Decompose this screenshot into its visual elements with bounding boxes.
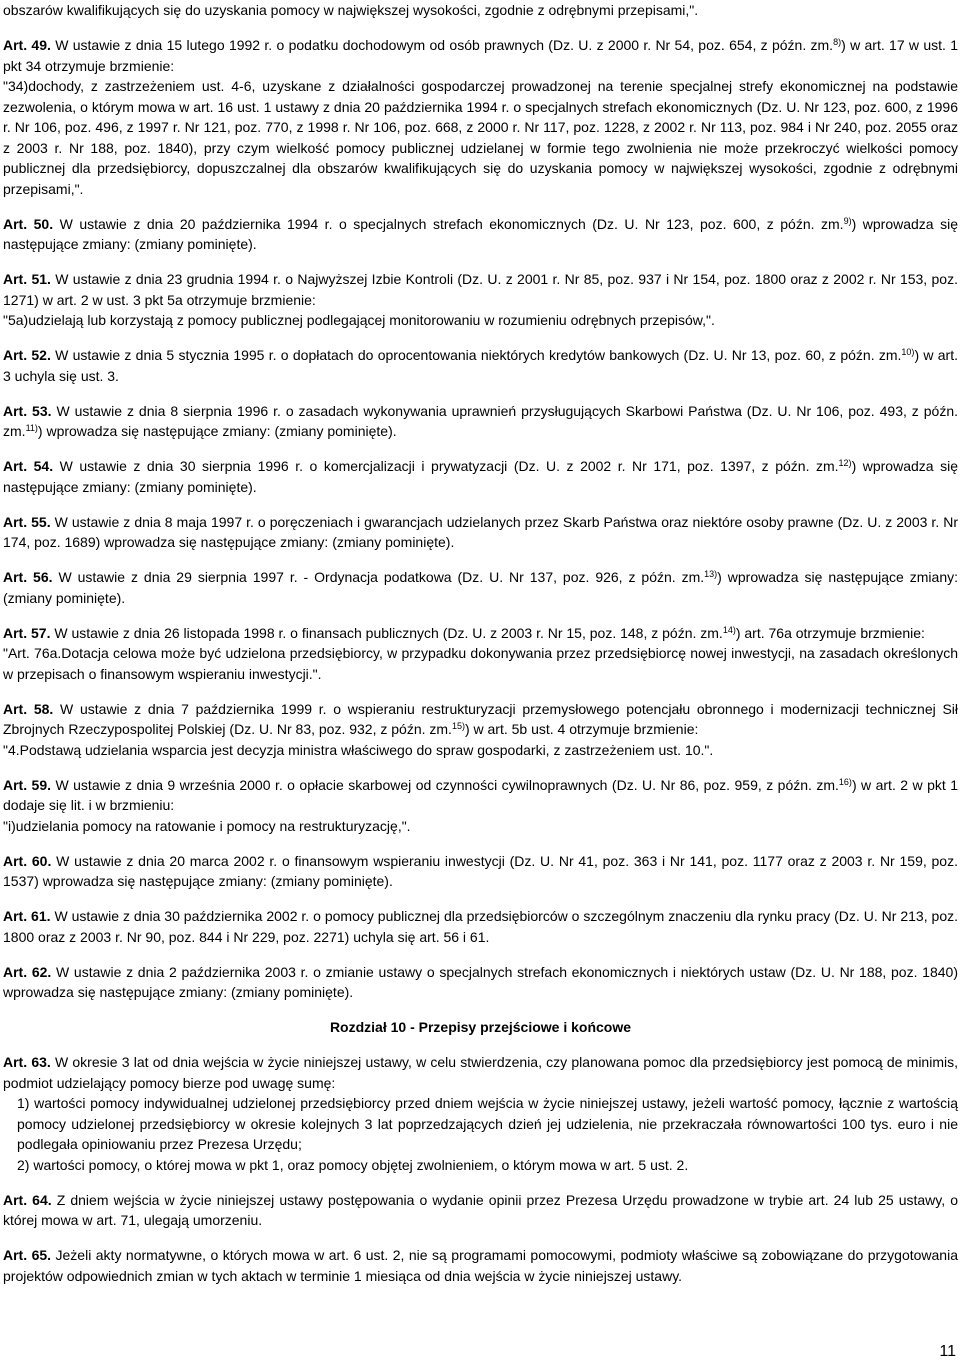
article-label: Art. 65. [3, 1247, 52, 1263]
footnote-marker: 9) [843, 215, 852, 226]
article-text: ) w art. 17 w ust. 1 pkt 34 otrzymuje brzmienie: [3, 37, 958, 74]
article-text: W ustawie z dnia 2 października 2003 r. o zmianie ustawy o specjalnych strefach ekonomicznych i niektórych ustaw (Dz. U. Nr 188, poz. 1840) wprowadza się następujące zmiany: (zmiany pominięte). [3, 963, 958, 1000]
article-63-item-1: 1) wartości pomocy indywidualnej udzielonej przedsiębiorcy przed dniem wejścia w życie niniejszej ustawy, jeżeli wartość pomocy, łącznie z wartością pomocy udzielonej przedsiębiorcy w okresie kolejnych 3 lat poprzedzających dzień jej udzielenia, nie przekraczała równowartości 100 tys. euro i nie podlegała opiniowaniu przez Prezesa Urzędu; [17, 1095, 958, 1152]
article-63-intro [3, 1052, 958, 1093]
article-paragraph [3, 906, 958, 947]
article-text: W ustawie z dnia 23 grudnia 1994 r. o Najwyższej Izbie Kontroli (Dz. U. z 2001 r. Nr 85, poz. 937 i Nr 154, poz. 1800 oraz z 2002 r. Nr 153, poz. 1271) w art. 2 w ust. 3 pkt 5a otrzymuje brzmienie: [3, 271, 958, 308]
article-text: Jeżeli akty normatywne, o których mowa w art. 6 ust. 2, nie są programami pomocowymi, podmioty właściwe są zobowiązane do przygotowania projektów odpowiednich zmian w tych aktach w terminie 1 miesiąca od dnia wejścia w życie niniejszej ustawy. [3, 1247, 958, 1284]
article-paragraph [3, 269, 958, 310]
article-label: Art. 61. [3, 908, 51, 924]
article-paragraph [3, 775, 958, 816]
article-paragraph [3, 851, 958, 892]
article-label: Art. 60. [3, 852, 52, 869]
article-paragraph [3, 345, 958, 386]
article-text: W okresie 3 lat od dnia wejścia w życie niniejszej ustawy, w celu stwierdzenia, czy planowana pomoc dla przedsiębiorcy jest pomocą de minimis, podmiot udzielający pomocy bierze pod uwagę sumę: [3, 1054, 958, 1091]
article-text: W ustawie z dnia 9 września 2000 r. o opłacie skarbowej od czynności cywilnoprawnych (Dz. U. Nr 86, poz. 959, z późn. zm. [51, 776, 839, 793]
article-paragraph [3, 623, 958, 644]
article-text: ) wprowadza się następujące zmiany: (zmiany pominięte). [3, 458, 958, 495]
article-paragraph [3, 699, 958, 740]
article-text: W ustawie z dnia 26 listopada 1998 r. o finansach publicznych (Dz. U. z 2003 r. Nr 15, poz. 148, z późn. zm. [50, 624, 723, 641]
footnote-marker: 8) [833, 37, 842, 47]
article-block [3, 567, 958, 608]
article-block [3, 962, 958, 1003]
article-block [3, 699, 958, 761]
article-text: Z dniem wejścia w życie niniejszej ustawy postępowania o wydanie opinii przez Prezesa Urzędu prowadzone w trybie art. 24 lub 25 ustawy, o której mowa w art. 71, ulegają umorzeniu. [3, 1191, 958, 1228]
article-text: ) w art. 3 uchyla się ust. 3. [3, 347, 958, 384]
article-label: Art. 63. [3, 1054, 51, 1070]
article-text: W ustawie z dnia 8 sierpnia 1996 r. o zasadach wykonywania uprawnień przysługujących Skarbowi Państwa (Dz. U. Nr 106, poz. 493, z późn. zm. [3, 402, 958, 439]
article-quote: "Art. 76a.Dotacja celowa może być udzielona przedsiębiorcy, w przypadku dokonywania przez przedsiębiorcę nowej inwestycji, na zasadach określonych w przepisach o finansowym wspieraniu inwestycji.". [3, 645, 958, 682]
article-64 [3, 1190, 958, 1231]
article-63-item-2: 2) wartości pomocy, o której mowa w pkt 1, oraz pomocy objętej zwolnieniem, o którym mowa w art. 5 ust. 2. [17, 1156, 689, 1173]
document-page [3, 0, 958, 1286]
article-text: W ustawie z dnia 20 października 1994 r. o specjalnych strefach ekonomicznych (Dz. U. Nr 123, poz. 600, z późn. zm. [53, 215, 844, 232]
article-paragraph [3, 401, 958, 442]
article-paragraph [3, 35, 958, 76]
article-label: Art. 58. [3, 700, 54, 717]
article-block [3, 35, 958, 199]
opening-text: obszarów kwalifikujących się do uzyskania pomocy w największej wysokości, zgodnie z odrębnymi przepisami,". [3, 2, 699, 18]
footnote-marker: 13) [704, 569, 718, 579]
footnote-marker: 15) [451, 721, 465, 731]
article-label: Art. 59. [3, 776, 52, 793]
article-label: Art. 52. [3, 347, 51, 363]
article-label: Art. 64. [3, 1191, 52, 1208]
article-text: W ustawie z dnia 30 października 2002 r. o pomocy publicznej dla przedsiębiorców o szczególnym znaczeniu dla rynku pracy (Dz. U. Nr 213, poz. 1800 oraz z 2003 r. Nr 90, poz. 844 i Nr 229, poz. 2271) uchyla się art. 56 i 61. [3, 908, 958, 945]
article-text: W ustawie z dnia 8 maja 1997 r. o poręczeniach i gwarancjach udzielanych przez Skarb Państwa oraz niektóre osoby prawne (Dz. U. z 2003 r. Nr 174, poz. 1689) wprowadza się następujące zmiany: (zmiany pominięte). [3, 513, 958, 550]
article-text: ) wprowadza się następujące zmiany: (zmiany pominięte). [3, 215, 958, 252]
article-text: ) wprowadza się następujące zmiany: (zmiany pominięte). [37, 423, 397, 439]
article-paragraph [3, 567, 958, 608]
article-block [3, 512, 958, 553]
article-label: Art. 55. [3, 513, 51, 530]
article-text: ) w art. 5b ust. 4 otrzymuje brzmienie: [464, 721, 699, 737]
article-block [3, 623, 958, 685]
footnote-marker: 11) [25, 423, 38, 433]
article-quote: "i)udzielania pomocy na ratowanie i pomocy na restrukturyzację,". [3, 817, 411, 834]
article-quote: "34)dochody, z zastrzeżeniem ust. 4-6, uzyskane z działalności gospodarczej prowadzonej na terenie specjalnej strefy ekonomicznej na podstawie zezwolenia, o którym mowa w art. 16 ust. 1 ustawy z dnia 20 października 1994 r. o specjalnych strefach ekonomicznych (Dz. U. Nr 123, poz. 600, z 1996 r. Nr 106, poz. 496, z 1997 r. Nr 121, poz. 770, z 1998 r. Nr 106, poz. 668, z 2000 r. Nr 117, poz. 1228, z 2002 r. Nr 113, poz. 984 i Nr 240, poz. 2055 oraz z 2003 r. Nr 188, poz. 1840), przy czym wielkość pomocy publicznej udzielanej w formie tego zwolnienia nie może przekroczyć wielkości pomocy publicznej dla przedsiębiorcy, dopuszczalnej dla obszarów kwalifikujących się do uzyskania pomocy w największej wysokości, zgodnie z odrębnymi przepisami,". [3, 78, 958, 197]
page-number: 11 [939, 1343, 956, 1360]
article-quote: "5a)udzielają lub korzystają z pomocy publicznej podlegającej monitorowaniu w rozumieniu odrębnych przepisów,". [3, 312, 715, 328]
article-block [3, 906, 958, 947]
articles-list [3, 35, 958, 1003]
article-63 [3, 1052, 958, 1175]
footnote-marker: 14) [722, 624, 736, 635]
article-label: Art. 53. [3, 402, 52, 419]
footnote-marker: 16) [838, 776, 852, 787]
article-text: ) wprowadza się następujące zmiany: (zmiany pominięte). [3, 569, 958, 606]
article-text: W ustawie z dnia 29 sierpnia 1997 r. - Ordynacja podatkowa (Dz. U. Nr 137, poz. 926, z późn. zm. [52, 569, 705, 585]
article-block [3, 214, 958, 255]
article-label: Art. 49. [3, 37, 51, 53]
article-quote: "4.Podstawą udzielania wsparcia jest decyzja ministra właściwego do spraw gospodarki, z zastrzeżeniem ust. 10.". [3, 741, 714, 758]
article-block [3, 401, 958, 442]
article-text: W ustawie z dnia 7 października 1999 r. o wspieraniu restrukturyzacji przemysłowego potencjału obronnego i modernizacji technicznej Sił Zbrojnych Rzeczypospolitej Polskiej (Dz. U. Nr 83, poz. 932, z późn. zm. [3, 700, 959, 737]
chapter-title: Rozdział 10 - Przepisy przejściowe i końcowe [329, 1019, 632, 1035]
article-label: Art. 57. [3, 624, 51, 641]
article-text: W ustawie z dnia 15 lutego 1992 r. o podatku dochodowym od osób prawnych (Dz. U. z 2000 r. Nr 54, poz. 654, z późn. zm. [50, 37, 834, 53]
article-text: W ustawie z dnia 5 stycznia 1995 r. o dopłatach do oprocentowania niektórych kredytów bankowych (Dz. U. Nr 13, poz. 60, z późn. zm. [50, 347, 902, 363]
article-text: W ustawie z dnia 30 sierpnia 1996 r. o komercjalizacji i prywatyzacji (Dz. U. z 2002 r. Nr 171, poz. 1397, z późn. zm. [53, 458, 839, 474]
article-block [3, 456, 958, 497]
article-label: Art. 50. [3, 215, 54, 232]
article-label: Art. 56. [3, 569, 53, 585]
article-65 [3, 1245, 958, 1286]
footnote-marker: 12) [838, 458, 852, 468]
article-label: Art. 51. [3, 271, 51, 287]
article-paragraph [3, 456, 958, 497]
article-block [3, 345, 958, 386]
footnote-marker: 10) [901, 347, 915, 357]
article-block [3, 851, 958, 892]
article-paragraph [3, 962, 958, 1003]
article-label: Art. 54. [3, 458, 54, 474]
article-label: Art. 62. [3, 963, 52, 980]
article-block [3, 775, 958, 837]
article-paragraph [3, 214, 958, 255]
article-text: W ustawie z dnia 20 marca 2002 r. o finansowym wspieraniu inwestycji (Dz. U. Nr 41, poz. 363 i Nr 141, poz. 1177 oraz z 2003 r. Nr 159, poz. 1537) wprowadza się następujące zmiany: (zmiany pominięte). [3, 852, 958, 889]
article-paragraph [3, 512, 958, 553]
article-text: ) w art. 2 w pkt 1 dodaje się lit. i w brzmieniu: [3, 776, 958, 813]
article-text: ) art. 76a otrzymuje brzmienie: [735, 624, 925, 641]
article-block [3, 269, 958, 331]
